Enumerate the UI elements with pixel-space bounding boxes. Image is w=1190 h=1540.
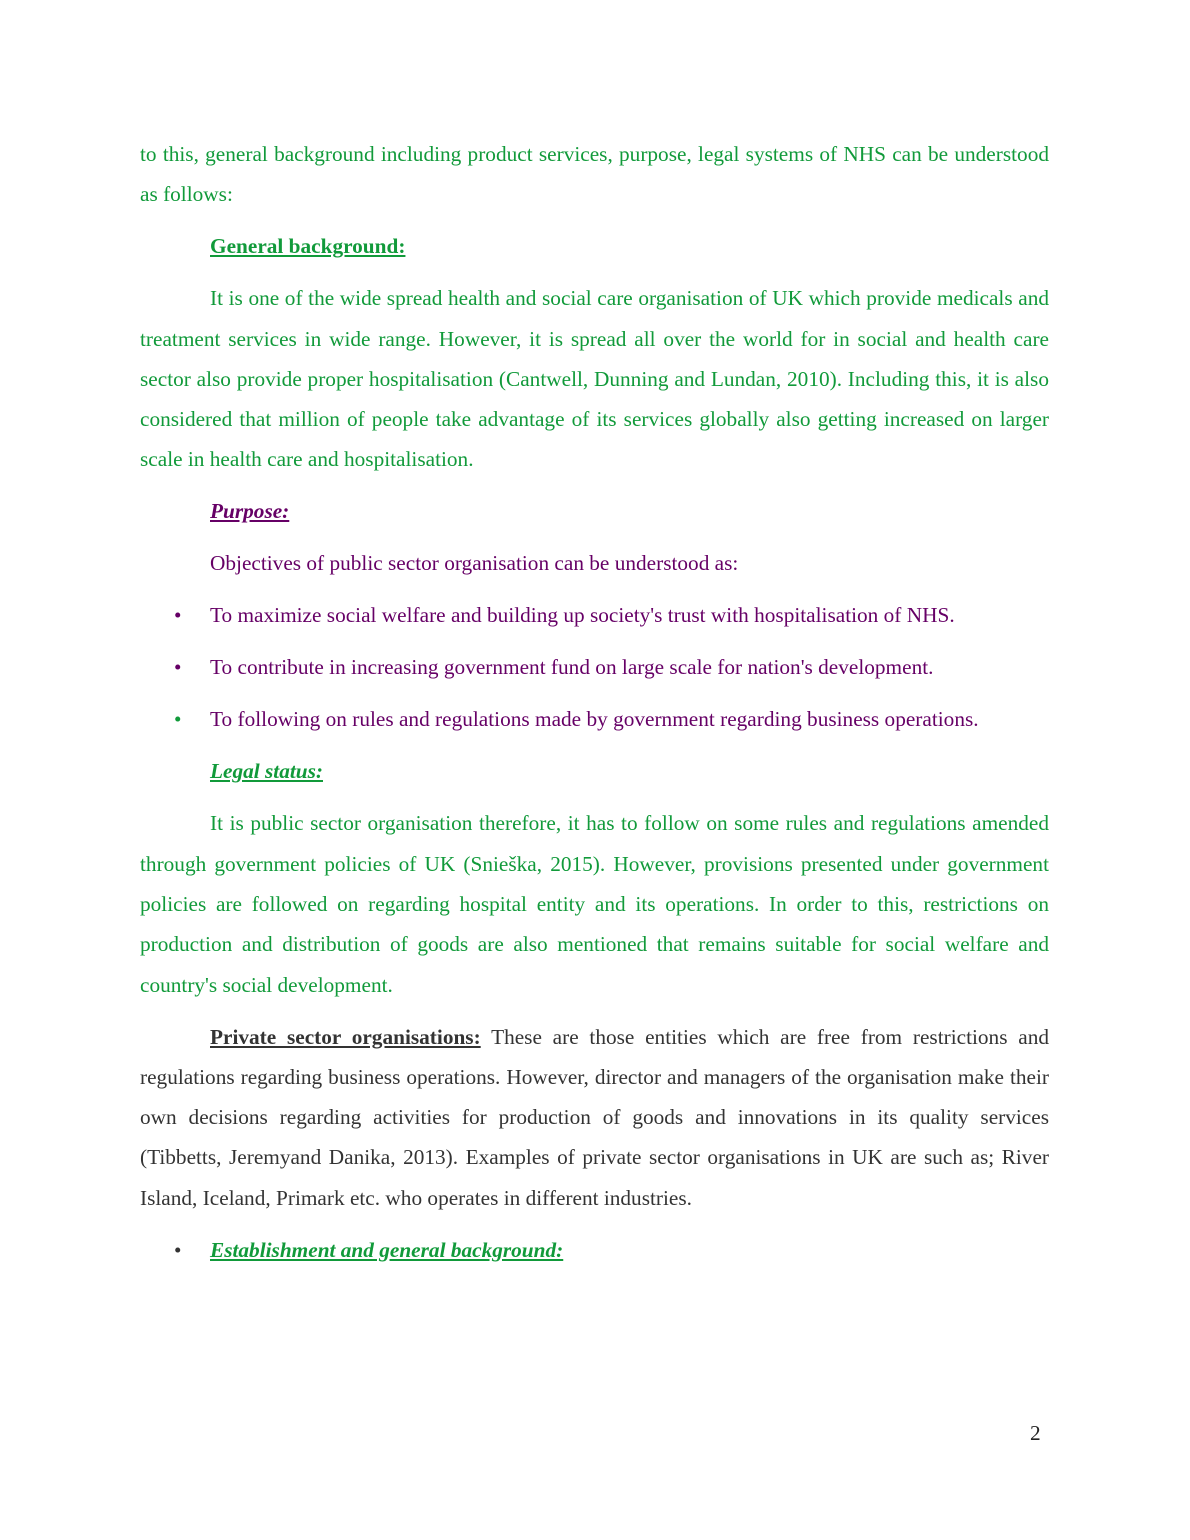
bullet-icon: • (174, 655, 182, 680)
page-number: 2 (1030, 1421, 1041, 1445)
objective-text: To following on rules and regulations made by government regarding business operations. (210, 707, 979, 732)
bullet-icon: • (174, 603, 182, 628)
private-sector-heading: Private sector organisations: (210, 1024, 481, 1049)
establishment-heading: Establishment and general background: (210, 1237, 564, 1262)
objective-item (140, 595, 1049, 635)
page-content (140, 134, 1049, 1282)
establishment-item (140, 1230, 1049, 1270)
purpose-heading: Purpose: (210, 499, 290, 524)
intro-paragraph: to this, general background including product services, purpose, legal systems of NHS can be understood as follows: (140, 142, 1049, 207)
legal-status-paragraph: It is public sector organisation therefore, it has to follow on some rules and regulations amended through government policies of UK (Snieška, 2015). However, provisions presented under government policies are followed on regarding hospital entity and its operations. In order to this, restrictions on production and distribution of goods are also mentioned that remains suitable for social welfare and country's social development. (140, 811, 1049, 997)
objective-text: To contribute in increasing government fund on large scale for nation's development. (210, 655, 934, 680)
private-sector-paragraph (140, 1017, 1049, 1218)
objective-item (140, 647, 1049, 687)
purpose-paragraph: Objectives of public sector organisation can be understood as: (210, 551, 739, 576)
objective-item (140, 699, 1049, 739)
general-background-paragraph: It is one of the wide spread health and social care organisation of UK which provide medicals and treatment services in wide range. However, it is spread all over the world for in social and health care sector also provide proper hospitalisation (Cantwell, Dunning and Lundan, 2010). Including this, it is also considered that million of people take advantage of its services globally also getting increased on larger scale in health care and hospitalisation. (140, 286, 1049, 472)
private-sector-text: These are those entities which are free from restrictions and regulations regarding business operations. However, director and managers of the organisation make their own decisions regarding activities for production of goods and innovations in its quality services (Tibbetts, Jeremyand Danika, 2013). Examples of private sector organisations in UK are such as; River Island, Iceland, Primark etc. who operates in different industries. (140, 1024, 1049, 1210)
bullet-icon: • (174, 1237, 182, 1262)
legal-status-heading: Legal status: (210, 759, 323, 784)
bullet-icon: • (174, 707, 182, 732)
general-background-heading: General background: (210, 234, 406, 259)
objective-text: To maximize social welfare and building up society's trust with hospitalisation of NHS. (210, 603, 955, 628)
